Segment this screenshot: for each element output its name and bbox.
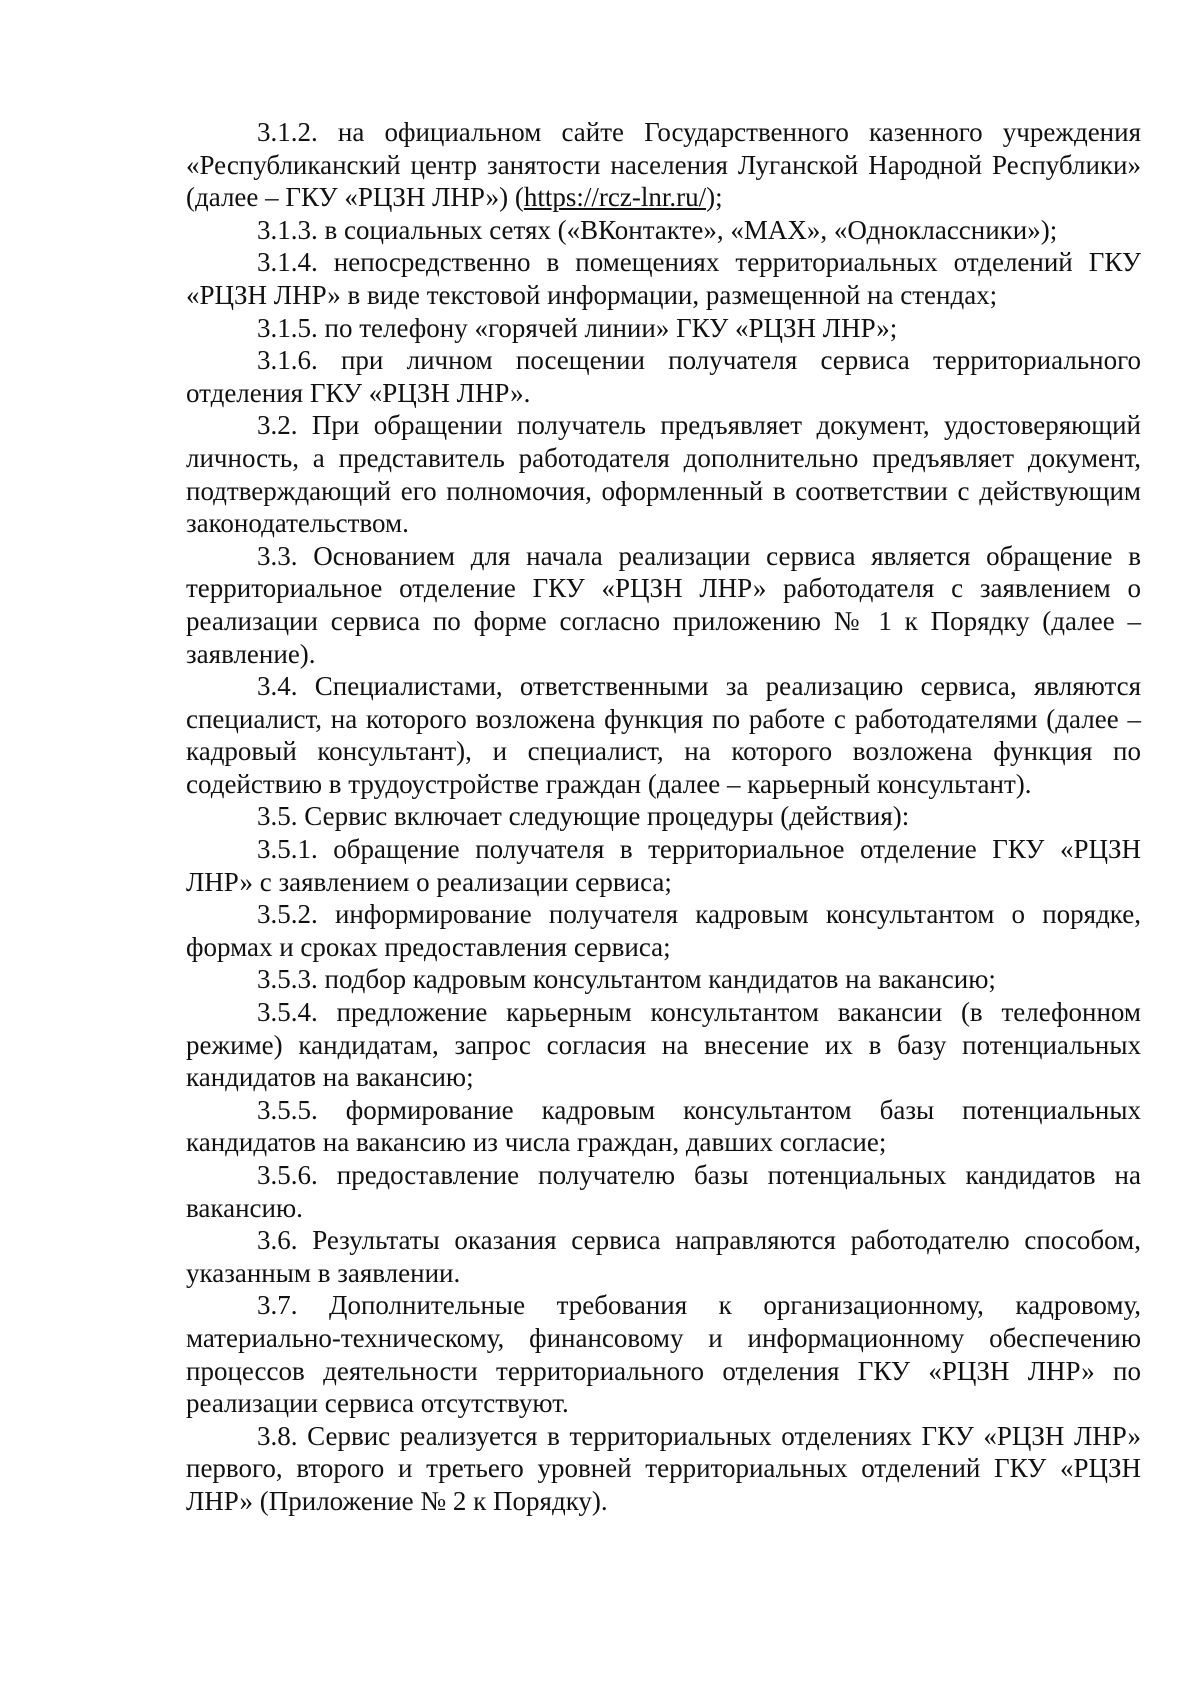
paragraph-3-5-5: 3.5.5. формирование кадровым консультантом базы потенциальных кандидатов на вакансию из числа граждан, давших согласие;	[186, 1094, 1141, 1158]
paragraph-3-5: 3.5. Сервис включает следующие процедуры (действия):	[257, 801, 910, 832]
paragraph-3-5-1: 3.5.1. обращение получателя в территориальное отделение ГКУ «РЦЗН ЛНР» с заявлением о реализации сервиса;	[186, 834, 1141, 897]
paragraph-3-1-2	[186, 116, 1141, 214]
paragraph-3-1-3: 3.1.3. в социальных сетях («ВКонтакте», «MAX», «Одноклассники»);	[257, 214, 1058, 245]
paragraph-3-1-2-end: );	[706, 182, 723, 213]
paragraph-3-7: 3.7. Дополнительные требования к организационному, кадровому, материально-техническому, финансовому и информационному обеспечению процессов деятельности территориального отделения ГКУ «РЦЗН ЛНР» по реализации сервиса отсутствуют.	[186, 1290, 1141, 1419]
paragraph-3-5-2: 3.5.2. информирование получателя кадровым консультантом о порядке, формах и сроках предоставления сервиса;	[186, 899, 1141, 962]
paragraph-3-5-3: 3.5.3. подбор кадровым консультантом кандидатов на вакансию;	[257, 964, 996, 995]
paragraph-3-2: 3.2. При обращении получатель предъявляет документ, удостоверяющий личность, а представитель работодателя дополнительно предъявляет документ, подтверждающий его полномочия, оформленный в соответствии с действующим законодательством.	[186, 410, 1141, 539]
paragraph-3-4: 3.4. Специалистами, ответственными за реализацию сервиса, являются специалист, на которого возложена функция по работе с работодателями (далее – кадровый консультант), и специалист, на которого возложена функция по содействию в трудоустройстве граждан (далее – карьерный консультант).	[186, 671, 1141, 799]
paragraph-3-1-6: 3.1.6. при личном посещении получателя сервиса территориального отделения ГКУ «РЦЗН ЛНР».	[186, 345, 1141, 408]
paragraph-3-3: 3.3. Основанием для начала реализации сервиса является обращение в территориальное отделение ГКУ «РЦЗН ЛНР» работодателя с заявлением о реализации сервиса по форме согласно приложению № 1 к Порядку (далее – заявление).	[186, 540, 1141, 669]
website-link[interactable]: https://rcz-lnr.ru/	[523, 182, 707, 213]
paragraph-3-8: 3.8. Сервис реализуется в территориальных отделениях ГКУ «РЦЗН ЛНР» первого, второго и третьего уровней территориальных отделений ГКУ «РЦЗН ЛНР» (Приложение № 2 к Порядку).	[186, 1420, 1141, 1516]
document-body	[186, 116, 1141, 1518]
paragraph-3-6: 3.6. Результаты оказания сервиса направляются работодателю способом, указанным в заявлении.	[186, 1225, 1141, 1288]
paragraph-3-1-2-text: 3.1.2. на официальном сайте Государственного казенного учреждения «Республиканский центр занятости населения Луганской Народной Республики» (далее – ГКУ «РЦЗН ЛНР») (	[186, 117, 1141, 213]
paragraph-3-5-4: 3.5.4. предложение карьерным консультантом вакансии (в телефонном режиме) кандидатам, запрос согласия на внесение их в базу потенциальных кандидатов на вакансию;	[186, 997, 1141, 1093]
paragraph-3-1-4: 3.1.4. непосредственно в помещениях территориальных отделений ГКУ «РЦЗН ЛНР» в виде текстовой информации, размещенной на стендах;	[186, 247, 1141, 310]
paragraph-3-1-5: 3.1.5. по телефону «горячей линии» ГКУ «РЦЗН ЛНР»;	[257, 312, 898, 343]
paragraph-3-5-6: 3.5.6. предоставление получателю базы потенциальных кандидатов на вакансию.	[186, 1160, 1141, 1223]
